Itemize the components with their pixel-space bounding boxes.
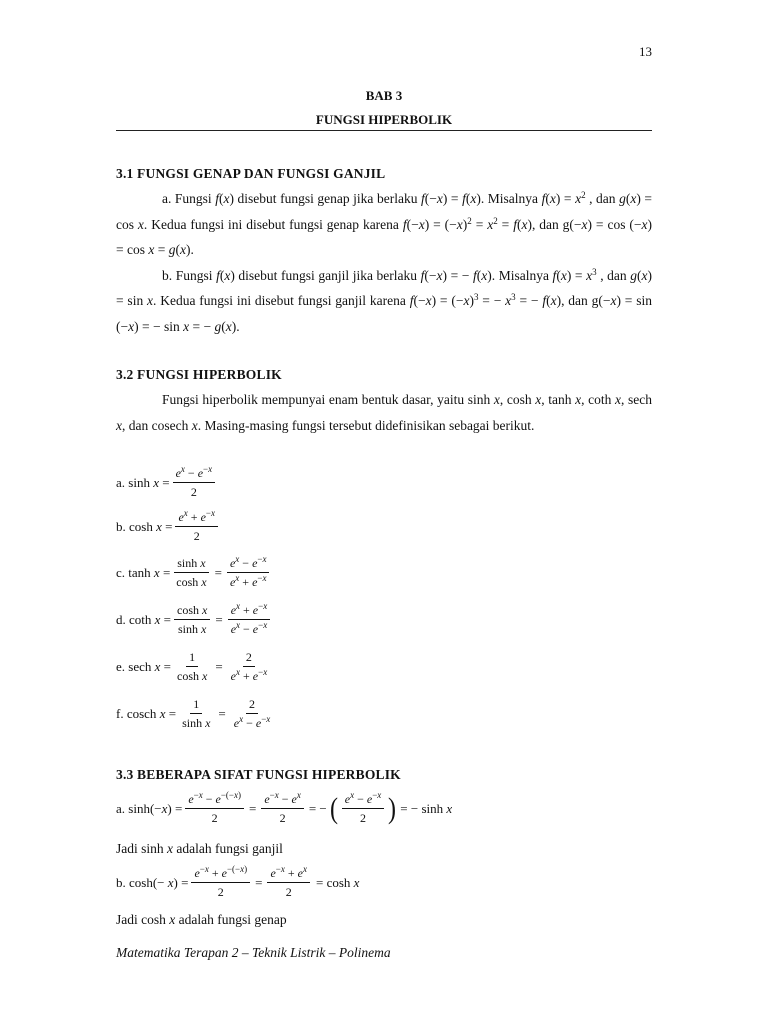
fraction: $\frac{\text{cosh x}}{\text{sinh x}}$ xyxy=(174,603,210,636)
definition-lhs: c. tanh x = xyxy=(116,564,171,580)
page-footer: Matematika Terapan 2 – Teknik Listrik – Polinema xyxy=(116,945,391,960)
fraction: $\frac{1}{\text{cosh x}}$ xyxy=(177,650,208,683)
fraction: $\frac{\text{sinh x}}{\text{cosh x}}$ xyxy=(173,556,209,589)
note-cosh-even: Jadi cosh x adalah fungsi genap xyxy=(116,912,287,927)
section-3-1-body xyxy=(116,186,652,339)
note-sinh-odd: Jadi sinh x adalah fungsi ganjil xyxy=(116,841,283,856)
definition-lhs: f. cosch x = xyxy=(116,705,177,721)
definition-f: f. cosch x = $\frac{1}{\text{sinh x}}$ = $\frac{2}{e^x - e^{-x}}$ xyxy=(116,697,276,730)
fraction: $\frac{e^x + e^{-x}}{e^x - e^{-x}}$ xyxy=(228,603,271,636)
property-b-lhs: b. cosh(− x) = xyxy=(116,874,189,890)
title-rule xyxy=(116,130,652,131)
definition-a xyxy=(116,466,218,499)
section-3-2-intro xyxy=(116,387,652,438)
page-number: 13 xyxy=(639,44,652,59)
fraction: $\frac{2}{e^x - e^{-x}}$ xyxy=(233,697,271,730)
paragraph-even-function: a. Fungsi f(x) disebut fungsi genap jika berlaku f(−x) = f(x). Misalnya $f(x) = x^2$ , dan g(x) = cos x. Kedua fungsi ini disebut fungsi genap karena $f(-x) = (-x)^2 = x^2 = f(x)$, dan g(−x) = cos (−x) = cos x = g(x). xyxy=(116,190,653,257)
fraction: $\frac{e^x - e^{-x}}{e^x + e^{-x}}$ xyxy=(227,556,270,589)
definition-d: d. coth x = $\frac{\text{cosh x}}{\text{sinh x}}$ = $\frac{e^x + e^{-x}}{e^x - e^{-x}}$ xyxy=(116,603,273,636)
fraction: $\frac{e^x - e^{-x}}{2}$ xyxy=(342,792,385,825)
fraction: $\frac{2}{e^x + e^{-x}}$ xyxy=(230,650,268,683)
chapter-title: FUNGSI HIPERBOLIK xyxy=(315,112,453,127)
definition-lhs: a. sinh x = xyxy=(116,474,170,490)
definition-c: c. tanh x = $\frac{\text{sinh x}}{\text{cosh x}}$ = $\frac{e^x - e^{-x}}{e^x + e^{-x}}$ xyxy=(116,556,272,589)
property-cosh-even: b. cosh(− x) = $\frac{e^{-x} + e^{-(-x)}}{2}$ = $\frac{e^{-x} + e^x}{2}$ = cosh x xyxy=(116,864,360,899)
fraction: $\frac{e^{-x} + e^x}{2}$ xyxy=(267,866,310,899)
fraction: $\frac{e^{-x} + e^{-(-x)}}{2}$ xyxy=(191,866,250,899)
paragraph-hyperbolic-intro: Fungsi hiperbolik mempunyai enam bentuk dasar, yaitu sinh x, cosh x, tanh x, coth x, sech x, dan cosech x. Masing-masing fungsi tersebut didefinisikan sebagai berikut. xyxy=(116,392,653,433)
right-paren: ) xyxy=(388,791,397,825)
fraction: $\frac{e^x + e^{-x}}{2}$ xyxy=(175,510,218,543)
definition-e: e. sech x = $\frac{1}{\text{cosh x}}$ = $\frac{2}{e^x + e^{-x}}$ xyxy=(116,650,273,683)
left-paren: ( xyxy=(329,791,338,825)
definition-lhs: b. cosh x = xyxy=(116,518,173,534)
fraction: $\frac{e^{-x} - e^x}{2}$ xyxy=(261,792,304,825)
definition-lhs: e. sech x = xyxy=(116,658,171,674)
chapter-label: BAB 3 xyxy=(365,88,403,103)
section-3-3-heading: 3.3 BEBERAPA SIFAT FUNGSI HIPERBOLIK xyxy=(116,767,401,782)
definition-b xyxy=(116,510,221,543)
section-3-2-heading: 3.2 FUNGSI HIPERBOLIK xyxy=(116,367,282,382)
fraction: $\frac{e^x - e^{-x}}{2}$ xyxy=(173,466,216,499)
section-3-1-heading: 3.1 FUNGSI GENAP DAN FUNGSI GANJIL xyxy=(116,166,386,181)
property-a-lhs: a. sinh(−x) = xyxy=(116,800,183,816)
fraction: $\frac{1}{\text{sinh x}}$ xyxy=(182,697,211,730)
paragraph-odd-function: b. Fungsi f(x) disebut fungsi ganjil jika berlaku f(−x) = − f(x). Misalnya $f(x) = x^3$ , dan g(x) = sin x. Kedua fungsi ini disebut fungsi ganjil karena $f(-x) = (-x)^3$ = − $x^3$ = − f(x), dan g(−x) = sin (−x) = − sin x = − g(x). xyxy=(116,266,652,334)
fraction: $\frac{e^{-x} - e^{-(-x)}}{2}$ xyxy=(185,792,244,825)
property-sinh-odd: a. sinh(−x) = $\frac{e^{-x} - e^{-(-x)}}{2}$ = $\frac{e^{-x} - e^x}{2}$ = − ( $\frac{e^x - e^{-x}}{2}$ ) = − sinh x xyxy=(116,790,453,825)
definition-lhs: d. coth x = xyxy=(116,611,172,627)
